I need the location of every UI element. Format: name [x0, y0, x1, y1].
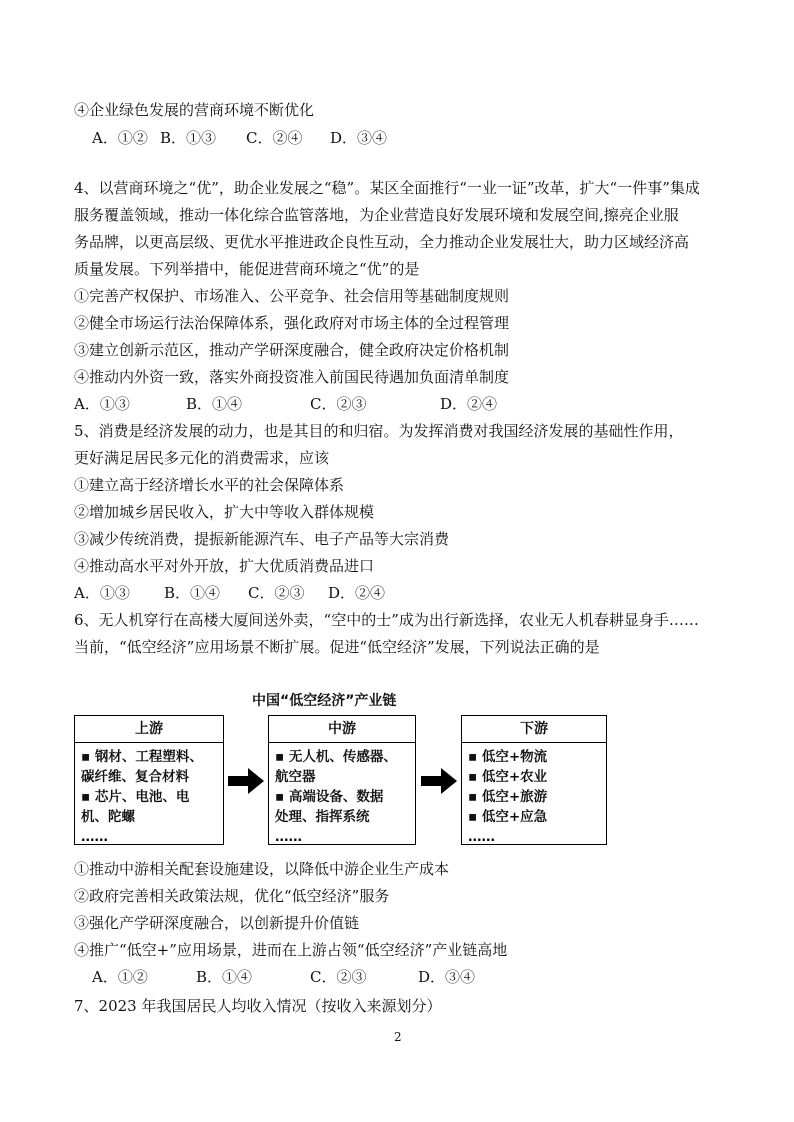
q6-option-c: C．②③	[310, 968, 367, 986]
downstream-line-2: ▪ 低空+农业	[468, 769, 548, 785]
q3-option-d: D．③④	[330, 129, 388, 147]
midstream-heading: 中游	[269, 716, 415, 743]
midstream-line-2: 航空器	[275, 769, 316, 785]
upstream-line-4: 机、陀螺	[81, 809, 135, 825]
upstream-list	[75, 743, 223, 851]
page-number: 2	[394, 1030, 402, 1044]
diagram-title: 中国“低空经济”产业链	[252, 693, 397, 709]
midstream-list	[269, 743, 415, 851]
q4-stem-line-1: 4、以营商环境之“优”，助企业发展之“稳”。某区全面推行“一业一证”改革，扩大“一件事”集成	[74, 179, 700, 197]
downstream-line-1: ▪ 低空+物流	[468, 749, 548, 765]
q5-item-3: ③减少传统消费，提振新能源汽车、电子产品等大宗消费	[74, 530, 450, 548]
q4-options	[74, 394, 497, 414]
q6-stem-line-1: 6、无人机穿行在高楼大厦间送外卖，“空中的士”成为出行新选择，农业无人机春耕显身手……	[74, 611, 699, 629]
q5-item-4: ④推动高水平对外开放，扩大优质消费品进口	[74, 557, 375, 575]
midstream-box	[268, 715, 416, 845]
q6-item-4: ④推广“低空+”应用场景，进而在上游占领“低空经济”产业链高地	[74, 941, 508, 959]
midstream-line-1: ▪ 无人机、传感器、	[275, 749, 397, 765]
q4-option-b: B．①④	[186, 395, 243, 413]
midstream-line-4: 处理、指挥系统	[275, 809, 370, 825]
downstream-list	[462, 743, 606, 851]
q5-stem-line-1: 5、消费是经济发展的动力，也是其目的和归宿。为发挥消费对我国经济发展的基础性作用，	[74, 422, 684, 440]
q5-option-c: C．②③	[248, 584, 305, 602]
q5-stem-line-2: 更好满足居民多元化的消费需求，应该	[74, 449, 330, 467]
q6-item-3: ③强化产学研深度融合，以创新提升价值链	[74, 914, 360, 932]
q5-item-2: ②增加城乡居民收入，扩大中等收入群体规模	[74, 503, 375, 521]
q4-stem-line-4: 质量发展。下列举措中，能促进营商环境之“优”的是	[74, 260, 420, 278]
q5-option-d: D．②④	[328, 584, 386, 602]
q4-option-c: C．②③	[310, 395, 367, 413]
upstream-box	[74, 715, 224, 845]
upstream-line-3: ▪ 芯片、电池、电	[81, 789, 190, 805]
q5-option-b: B．①④	[164, 584, 221, 602]
q6-stem-line-2: 当前，“低空经济”应用场景不断扩展。促进“低空经济”发展，下列说法正确的是	[74, 638, 600, 656]
q3-option-a: A．①②	[92, 129, 148, 147]
q5-item-1: ①建立高于经济增长水平的社会保障体系	[74, 476, 345, 494]
q4-item-3: ③建立创新示范区，推动产学研深度融合，健全政府决定价格机制	[74, 341, 510, 359]
q3-option-b: B．①③	[160, 129, 217, 147]
q4-item-2: ②健全市场运行法治保障体系，强化政府对市场主体的全过程管理	[74, 314, 510, 332]
downstream-line-4: ▪ 低空+应急	[468, 809, 548, 825]
downstream-box	[461, 715, 607, 845]
q4-stem-line-2: 服务覆盖领域，推动一体化综合监管落地，为企业营造良好发展环境和发展空间,擦亮企业服	[74, 206, 679, 224]
q4-item-1: ①完善产权保护、市场准入、公平竞争、社会信用等基础制度规则	[74, 287, 510, 305]
q4-item-4: ④推动内外资一致，落实外商投资准入前国民待遇加负面清单制度	[74, 368, 510, 386]
upstream-line-5: ……	[81, 829, 108, 845]
midstream-line-3: ▪ 高端设备、数据	[275, 789, 384, 805]
q5-option-a: A．①③	[74, 584, 130, 602]
midstream-line-5: ……	[275, 829, 302, 845]
right-arrow-icon	[228, 768, 264, 794]
upstream-line-1: ▪ 钢材、工程塑料、	[81, 749, 203, 765]
upstream-line-2: 碳纤维、复合材料	[81, 769, 189, 785]
q4-option-a: A．①③	[74, 395, 130, 413]
q3-options	[92, 128, 387, 148]
downstream-line-3: ▪ 低空+旅游	[468, 789, 548, 805]
q6-item-1: ①推动中游相关配套设施建设，以降低中游企业生产成本	[74, 860, 450, 878]
downstream-line-5: ……	[468, 829, 495, 845]
q6-option-d: D．③④	[418, 968, 476, 986]
q3-item-4: ④企业绿色发展的营商环境不断优化	[74, 101, 315, 119]
q4-option-d: D．②④	[440, 395, 498, 413]
q3-option-c: C．②④	[246, 129, 303, 147]
q6-item-2: ②政府完善相关政策法规，优化“低空经济”服务	[74, 887, 390, 905]
q4-stem-line-3: 务品牌，以更高层级、更优水平推进政企良性互动，全力推动企业发展壮大，助力区域经济高	[74, 233, 690, 251]
q6-option-a: A．①②	[92, 968, 148, 986]
q6-options	[92, 967, 475, 987]
downstream-heading: 下游	[462, 716, 606, 743]
q5-options	[74, 583, 385, 603]
q6-option-b: B．①④	[196, 968, 253, 986]
q7-stem: 7、2023 年我国居民人均收入情况（按收入来源划分）	[74, 997, 442, 1015]
right-arrow-icon	[421, 768, 457, 794]
upstream-heading: 上游	[75, 716, 223, 743]
